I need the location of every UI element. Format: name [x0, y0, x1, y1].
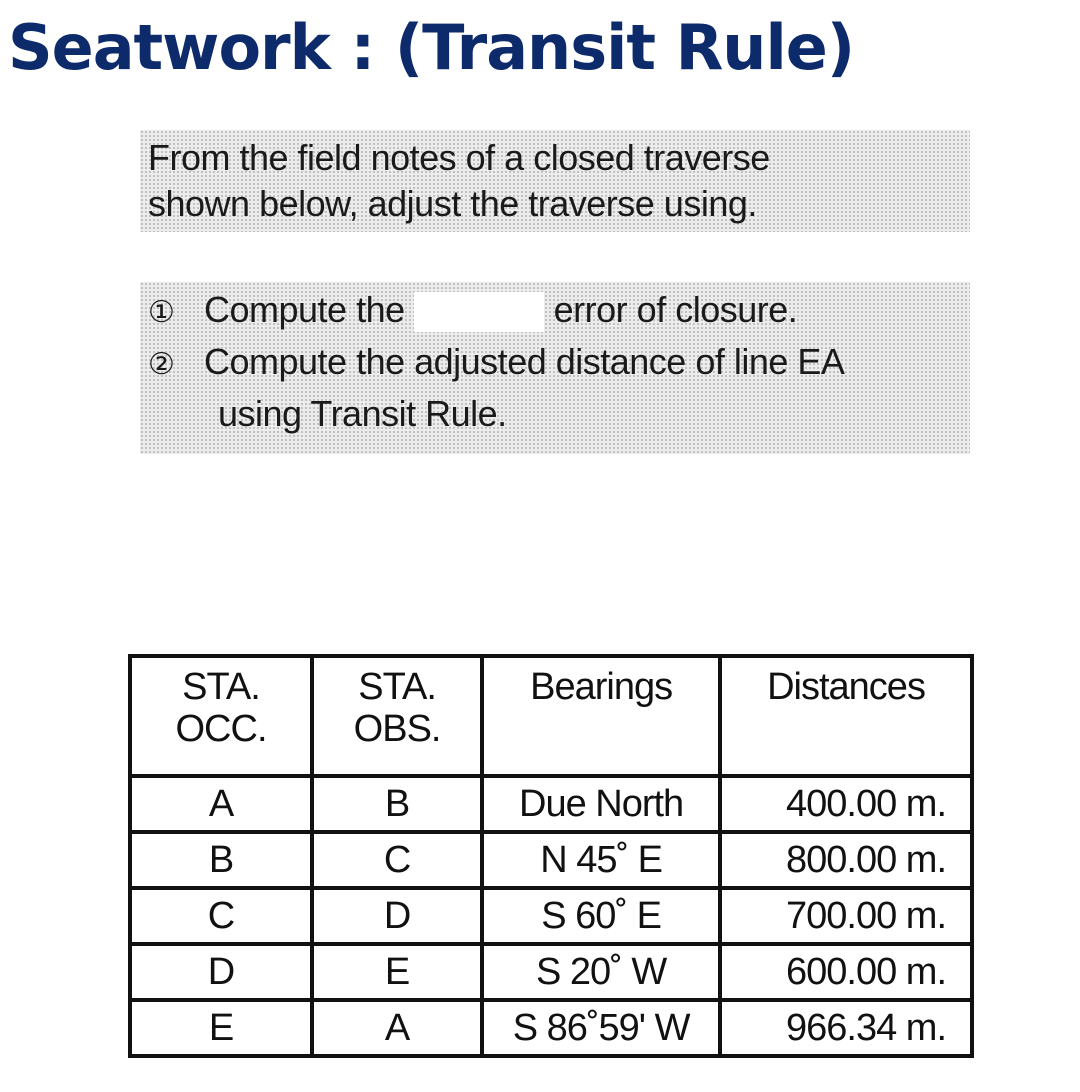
header-sta-obs-line-1: STA.	[358, 666, 436, 708]
cell-bearing: Due North	[482, 776, 720, 832]
cell-sta-occ: E	[130, 1000, 312, 1056]
header-distances-label: Distances	[767, 666, 925, 708]
cell-bearing: S 86˚59' W	[482, 1000, 720, 1056]
table-header-row	[130, 656, 972, 776]
header-sta-occ	[130, 656, 312, 776]
cell-distance: 600.00 m.	[720, 944, 972, 1000]
header-bearings-label: Bearings	[530, 666, 673, 708]
task-1-number-icon: ①	[148, 296, 175, 329]
table-row	[130, 888, 972, 944]
cell-bearing: S 20˚ W	[482, 944, 720, 1000]
cell-sta-obs: C	[312, 832, 482, 888]
task-1-text-after: error of closure.	[553, 289, 798, 330]
page-title: Seatwork : (Transit Rule)	[8, 11, 855, 84]
instructions-line-1: From the field notes of a closed traverse	[148, 137, 770, 178]
cell-sta-occ: D	[130, 944, 312, 1000]
task-2	[148, 340, 844, 387]
header-sta-occ-line-2: OCC.	[175, 708, 267, 750]
cell-distance: 400.00 m.	[720, 776, 972, 832]
erased-word-gap	[414, 292, 544, 332]
cell-sta-obs: E	[312, 944, 482, 1000]
task-2-text-line-1: Compute the adjusted distance of line EA	[204, 341, 845, 382]
cell-distance: 966.34 m.	[720, 1000, 972, 1056]
task-1-text-before: Compute the	[204, 289, 405, 330]
instructions-line-2: shown below, adjust the traverse using.	[148, 183, 757, 224]
cell-bearing: N 45˚ E	[482, 832, 720, 888]
cell-distance: 800.00 m.	[720, 832, 972, 888]
cell-sta-occ: A	[130, 776, 312, 832]
traverse-table	[128, 654, 974, 1058]
task-2-number-icon: ②	[148, 348, 175, 381]
header-sta-obs-line-2: OBS.	[353, 708, 441, 750]
header-sta-obs	[312, 656, 482, 776]
header-sta-occ-line-1: STA.	[182, 666, 260, 708]
table-row	[130, 944, 972, 1000]
cell-bearing: S 60˚ E	[482, 888, 720, 944]
task-1	[148, 288, 797, 335]
table-row	[130, 1000, 972, 1056]
header-bearings	[482, 656, 720, 776]
cell-sta-occ: C	[130, 888, 312, 944]
instructions-box	[140, 130, 970, 232]
table-row	[130, 832, 972, 888]
cell-sta-obs: A	[312, 1000, 482, 1056]
tasks-box	[140, 282, 970, 454]
task-2-text-line-2: using Transit Rule.	[218, 393, 507, 434]
cell-distance: 700.00 m.	[720, 888, 972, 944]
header-distances	[720, 656, 972, 776]
table-row	[130, 776, 972, 832]
cell-sta-occ: B	[130, 832, 312, 888]
cell-sta-obs: B	[312, 776, 482, 832]
cell-sta-obs: D	[312, 888, 482, 944]
